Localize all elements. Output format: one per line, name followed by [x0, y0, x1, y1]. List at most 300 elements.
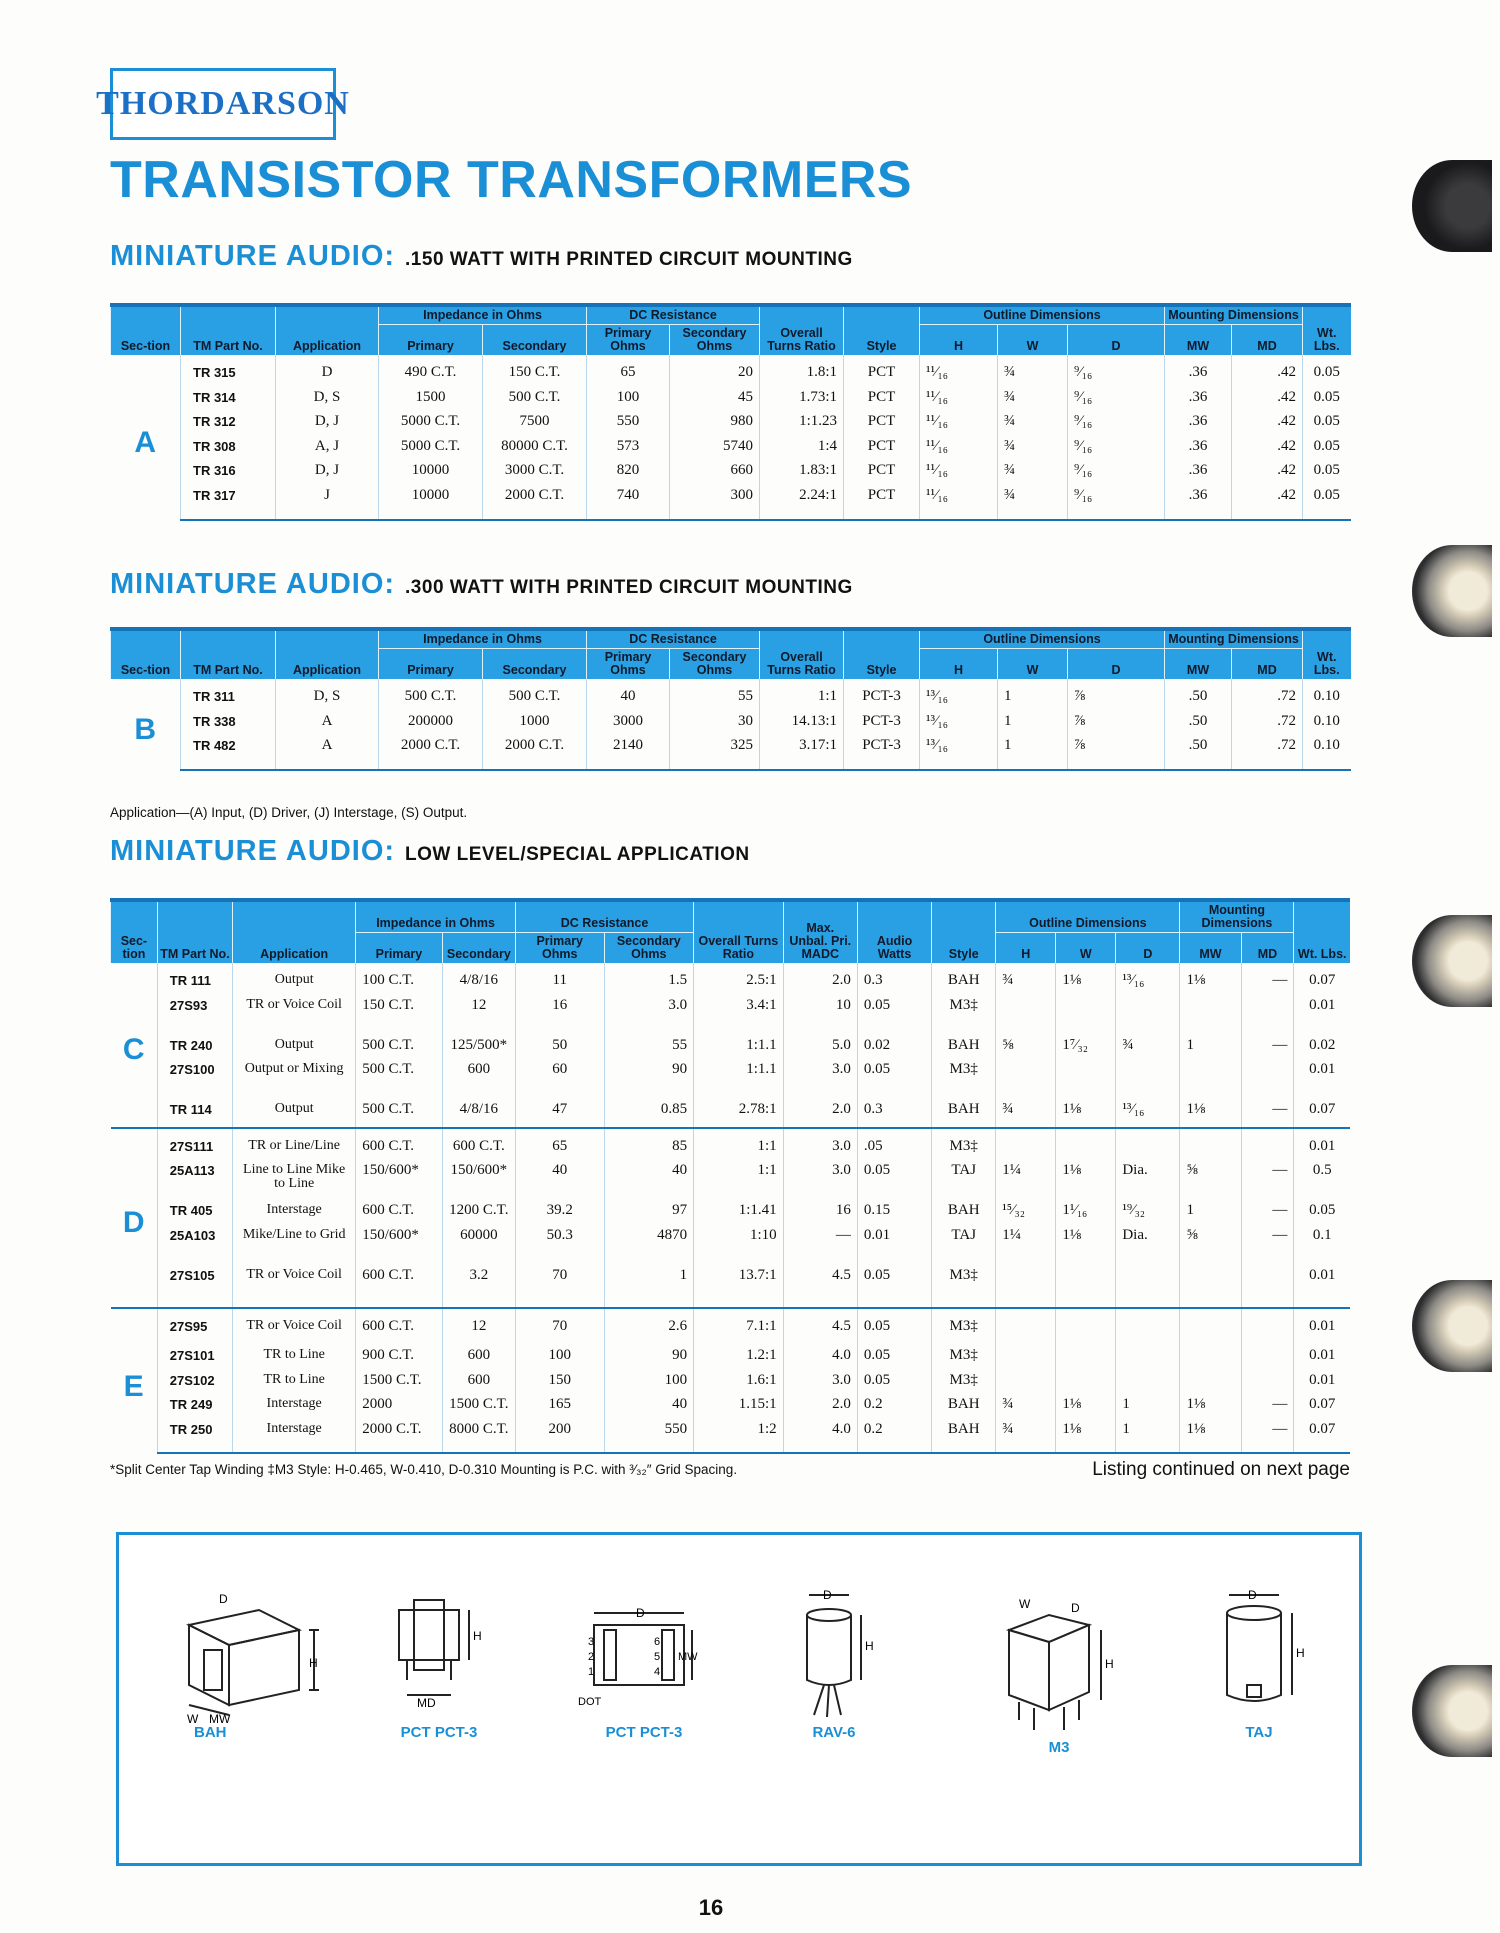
table-row: [111, 1062, 1351, 1102]
hdr-outline: Outline Dimensions: [920, 305, 1165, 325]
dim-d: [1116, 1128, 1180, 1164]
dim-w: 1⅛: [1056, 963, 1116, 998]
hdr-md: MD: [1232, 649, 1303, 680]
style: PCT: [844, 355, 920, 390]
application: A: [276, 738, 379, 770]
turns-ratio: 1.8:1: [760, 355, 844, 390]
hdr-section: Sec-tion: [111, 900, 158, 963]
pct-md-label: MD: [417, 1696, 436, 1710]
dc-secondary: 1: [604, 1268, 694, 1308]
dim-w: 1⅛: [1056, 1228, 1116, 1268]
hdr-dc-secondary: Secondary Ohms: [670, 325, 760, 356]
application: TR or Voice Coil: [233, 998, 356, 1038]
max-unbal-madc: 4.0: [783, 1348, 857, 1373]
bah-drawing: [159, 1575, 329, 1725]
dim-d: ⁹⁄₁₆: [1068, 414, 1165, 439]
hdr-impedance: Impedance in Ohms: [379, 305, 587, 325]
mount-md: .42: [1232, 414, 1303, 439]
table-row: [111, 1308, 1351, 1348]
taj-drawing: [1204, 1585, 1314, 1725]
hdr-mw: MW: [1165, 325, 1232, 356]
pct-top-d-label: D: [636, 1606, 645, 1620]
impedance-secondary: 4/8/16: [442, 963, 515, 998]
taj-d-label: D: [1248, 1588, 1257, 1602]
mount-mw: 1⅛: [1180, 1422, 1241, 1454]
turns-ratio: 3.17:1: [760, 738, 844, 770]
part-number: TR 111: [157, 963, 232, 998]
impedance-secondary: 8000 C.T.: [442, 1422, 515, 1454]
mount-mw: [1180, 1373, 1241, 1398]
mount-md: .42: [1232, 390, 1303, 415]
audio-watts: 0.05: [857, 998, 931, 1038]
style: PCT-3: [844, 738, 920, 770]
rav6-label: RAV-6: [812, 1724, 856, 1741]
dim-d: [1116, 1373, 1180, 1398]
hdr-w: W: [998, 649, 1068, 680]
dc-primary: 100: [587, 390, 670, 415]
weight: 0.05: [1303, 355, 1351, 390]
max-unbal-madc: 10: [783, 998, 857, 1038]
dim-d: Dia.: [1116, 1228, 1180, 1268]
dim-w: ¾: [998, 390, 1068, 415]
hdr-mounting: Mounting Dimensions: [1165, 629, 1303, 649]
max-unbal-madc: 3.0: [783, 1163, 857, 1203]
mount-md: [1241, 1308, 1294, 1348]
table-row: [111, 1348, 1351, 1373]
dim-h: ¾: [996, 1422, 1056, 1454]
footnote: *Split Center Tap Winding ‡M3 Style: H-0.465, W-0.410, D-0.310 Mounting is P.C. with ³⁄₃₂″ Grid Spacing.: [110, 1462, 738, 1477]
table-row: [111, 738, 1351, 770]
style: M3‡: [932, 1268, 996, 1308]
mount-mw: .36: [1165, 463, 1232, 488]
rav6-h-label: H: [865, 1639, 874, 1653]
weight: 0.05: [1303, 439, 1351, 464]
impedance-secondary: 1500 C.T.: [442, 1397, 515, 1422]
max-unbal-madc: 4.5: [783, 1308, 857, 1348]
dim-h: ¹¹⁄₁₆: [920, 414, 998, 439]
dim-d: ⅞: [1068, 679, 1165, 714]
dim-w: 1⅛: [1056, 1397, 1116, 1422]
rav6-drawing: [779, 1585, 889, 1725]
hdr-imp-secondary: Secondary: [442, 933, 515, 964]
application: TR or Voice Coil: [233, 1308, 356, 1348]
mount-mw: .36: [1165, 439, 1232, 464]
max-unbal-madc: 3.0: [783, 1128, 857, 1164]
style: PCT: [844, 390, 920, 415]
mount-md: —: [1241, 1163, 1294, 1203]
diagram-rav6: [779, 1585, 889, 1741]
dc-primary: 11: [515, 963, 604, 998]
weight: 0.01: [1294, 1062, 1350, 1102]
mount-md: .72: [1232, 738, 1303, 770]
weight: 0.01: [1294, 1308, 1350, 1348]
max-unbal-madc: 4.0: [783, 1422, 857, 1454]
dim-d: Dia.: [1116, 1163, 1180, 1203]
continued-note: Listing continued on next page: [1092, 1459, 1350, 1480]
style: PCT: [844, 439, 920, 464]
mount-md: .42: [1232, 355, 1303, 390]
turns-ratio: 13.7:1: [694, 1268, 784, 1308]
pin-1: 1: [588, 1666, 595, 1678]
impedance-primary: 600 C.T.: [356, 1308, 442, 1348]
dc-primary: 47: [515, 1102, 604, 1128]
dim-d: ¹⁹⁄₃₂: [1116, 1203, 1180, 1228]
dim-d: ⅞: [1068, 714, 1165, 739]
diagram-pct: [379, 1595, 499, 1741]
max-unbal-madc: 5.0: [783, 1038, 857, 1063]
mount-mw: [1180, 1268, 1241, 1308]
part-number: 27S95: [157, 1308, 232, 1348]
audio-watts: 0.05: [857, 1268, 931, 1308]
pin-3: 3: [588, 1636, 595, 1648]
dc-secondary: 4870: [604, 1228, 694, 1268]
hdr-part-no: TM Part No.: [157, 900, 232, 963]
dim-w: 1⅛: [1056, 1163, 1116, 1203]
dc-secondary: 660: [670, 463, 760, 488]
dc-primary: 820: [587, 463, 670, 488]
part-number: 27S93: [157, 998, 232, 1038]
style: BAH: [932, 963, 996, 998]
part-number: TR 114: [157, 1102, 232, 1128]
weight: 0.01: [1294, 998, 1350, 1038]
dim-w: ¾: [998, 439, 1068, 464]
part-number: TR 482: [181, 738, 276, 770]
weight: 0.10: [1303, 738, 1351, 770]
part-number: TR 316: [181, 463, 276, 488]
application-legend: Application—(A) Input, (D) Driver, (J) Interstage, (S) Output.: [110, 805, 468, 820]
table-row: [111, 488, 1351, 520]
hdr-d: D: [1116, 933, 1180, 964]
impedance-secondary: 600: [442, 1373, 515, 1398]
dim-d: [1116, 1348, 1180, 1373]
hdr-impedance: Impedance in Ohms: [379, 629, 587, 649]
dim-w: ¾: [998, 355, 1068, 390]
table-row: [111, 1422, 1351, 1454]
impedance-secondary: 500 C.T.: [483, 679, 587, 714]
rav6-d-label: D: [823, 1588, 832, 1602]
m3-w-label: W: [1019, 1597, 1031, 1611]
dim-h: ¹³⁄₁₆: [920, 679, 998, 714]
hdr-outline: Outline Dimensions: [996, 900, 1180, 933]
impedance-secondary: 1000: [483, 714, 587, 739]
pct-top-drawing: [574, 1605, 714, 1725]
dc-primary: 50.3: [515, 1228, 604, 1268]
max-unbal-madc: 3.0: [783, 1373, 857, 1398]
mount-md: .42: [1232, 439, 1303, 464]
dim-w: ¾: [998, 463, 1068, 488]
section-label: A: [134, 425, 157, 459]
part-number: 27S111: [157, 1128, 232, 1164]
part-number: 25A113: [157, 1163, 232, 1203]
dc-primary: 40: [587, 679, 670, 714]
dim-w: [1056, 1128, 1116, 1164]
mount-mw: [1180, 1308, 1241, 1348]
max-unbal-madc: 2.0: [783, 1102, 857, 1128]
weight: 0.1: [1294, 1228, 1350, 1268]
dc-secondary: 300: [670, 488, 760, 520]
dim-d: ⁹⁄₁₆: [1068, 390, 1165, 415]
turns-ratio: 2.78:1: [694, 1102, 784, 1128]
impedance-primary: 600 C.T.: [356, 1268, 442, 1308]
impedance-secondary: 3.2: [442, 1268, 515, 1308]
weight: 0.01: [1294, 1348, 1350, 1373]
style: PCT: [844, 463, 920, 488]
dc-secondary: 1.5: [604, 963, 694, 998]
hdr-weight: Wt. Lbs.: [1303, 305, 1351, 355]
table-row: [111, 439, 1351, 464]
binder-hole: [1412, 545, 1492, 637]
pct-top-dot-label: DOT: [578, 1696, 602, 1708]
table-row: [111, 1268, 1351, 1308]
mount-md: —: [1241, 1102, 1294, 1128]
dc-secondary: 97: [604, 1203, 694, 1228]
dc-primary: 39.2: [515, 1203, 604, 1228]
thordarson-logo: [96, 68, 350, 140]
part-number: TR 338: [181, 714, 276, 739]
application: Interstage: [233, 1422, 356, 1454]
dim-w: [1056, 1373, 1116, 1398]
dim-w: 1⁷⁄₃₂: [1056, 1038, 1116, 1063]
max-unbal-madc: 16: [783, 1203, 857, 1228]
style: BAH: [932, 1422, 996, 1454]
mount-md: —: [1241, 1422, 1294, 1454]
part-number: TR 250: [157, 1422, 232, 1454]
dim-w: ¾: [998, 414, 1068, 439]
audio-watts: 0.02: [857, 1038, 931, 1063]
hdr-turns-ratio: Overall Turns Ratio: [760, 305, 844, 355]
part-number: 27S100: [157, 1062, 232, 1102]
style: M3‡: [932, 1348, 996, 1373]
impedance-primary: 500 C.T.: [356, 1102, 442, 1128]
turns-ratio: 1.73:1: [760, 390, 844, 415]
impedance-primary: 500 C.T.: [356, 1062, 442, 1102]
dc-secondary: 0.85: [604, 1102, 694, 1128]
hdr-dc-resistance: DC Resistance: [515, 900, 693, 933]
hdr-application: Application: [233, 900, 356, 963]
impedance-secondary: 150/600*: [442, 1163, 515, 1203]
dc-primary: 3000: [587, 714, 670, 739]
style: PCT: [844, 414, 920, 439]
section3-heading: [110, 835, 750, 868]
impedance-primary: 490 C.T.: [379, 355, 483, 390]
turns-ratio: 7.1:1: [694, 1308, 784, 1348]
hdr-mounting: Mounting Dimensions: [1165, 305, 1303, 325]
section2-title: MINIATURE AUDIO:: [110, 568, 396, 600]
style: BAH: [932, 1038, 996, 1063]
dim-h: [996, 1308, 1056, 1348]
dim-h: ¹³⁄₁₆: [920, 714, 998, 739]
application: Mike/Line to Grid: [233, 1228, 356, 1268]
pct-h-label: H: [473, 1629, 482, 1643]
audio-watts: 0.3: [857, 963, 931, 998]
table-row: [111, 1203, 1351, 1228]
impedance-secondary: 2000 C.T.: [483, 488, 587, 520]
weight: 0.05: [1294, 1203, 1350, 1228]
hdr-h: H: [920, 325, 998, 356]
part-number: TR 311: [181, 679, 276, 714]
style: M3‡: [932, 1308, 996, 1348]
weight: 0.07: [1294, 1422, 1350, 1454]
dc-secondary: 55: [604, 1038, 694, 1063]
dim-h: [996, 1348, 1056, 1373]
hdr-md: MD: [1241, 933, 1294, 964]
hdr-section: Sec-tion: [111, 305, 181, 355]
dc-secondary: 90: [604, 1348, 694, 1373]
bah-h-label: H: [309, 1656, 318, 1670]
turns-ratio: 1:1.1: [694, 1062, 784, 1102]
impedance-primary: 1500 C.T.: [356, 1373, 442, 1398]
max-unbal-madc: 3.0: [783, 1062, 857, 1102]
bah-d-label: D: [219, 1592, 228, 1606]
turns-ratio: 3.4:1: [694, 998, 784, 1038]
turns-ratio: 2.24:1: [760, 488, 844, 520]
mount-mw: 1⅛: [1180, 1102, 1241, 1128]
dc-primary: 16: [515, 998, 604, 1038]
dc-primary: 40: [515, 1163, 604, 1203]
dim-w: 1¹⁄₁₆: [1056, 1203, 1116, 1228]
application: TR to Line: [233, 1373, 356, 1398]
application: D, J: [276, 463, 379, 488]
turns-ratio: 1:1: [760, 679, 844, 714]
impedance-primary: 5000 C.T.: [379, 414, 483, 439]
hdr-dc-secondary: Secondary Ohms: [604, 933, 694, 964]
application: Output or Mixing: [233, 1062, 356, 1102]
section1-subtitle: .150 WATT WITH PRINTED CIRCUIT MOUNTING: [405, 249, 853, 270]
impedance-primary: 10000: [379, 488, 483, 520]
impedance-primary: 150/600*: [356, 1163, 442, 1203]
audio-watts: 0.05: [857, 1163, 931, 1203]
impedance-primary: 150/600*: [356, 1228, 442, 1268]
hdr-dc-secondary: Secondary Ohms: [670, 649, 760, 680]
diagram-bah: [159, 1575, 329, 1741]
weight: 0.07: [1294, 963, 1350, 998]
impedance-secondary: 12: [442, 1308, 515, 1348]
pct-top-label: PCT PCT-3: [605, 1724, 683, 1741]
part-number: 27S101: [157, 1348, 232, 1373]
dim-w: [1056, 1062, 1116, 1102]
audio-watts: 0.2: [857, 1422, 931, 1454]
hdr-imp-secondary: Secondary: [483, 325, 587, 356]
page-title: TRANSISTOR TRANSFORMERS: [110, 151, 913, 209]
hdr-h: H: [996, 933, 1056, 964]
pin-5: 5: [654, 1651, 661, 1663]
dim-h: [996, 1062, 1056, 1102]
section1-heading: [110, 240, 853, 273]
max-unbal-madc: —: [783, 1228, 857, 1268]
style: M3‡: [932, 1128, 996, 1164]
dim-h: [996, 998, 1056, 1038]
table-row: [111, 1102, 1351, 1128]
dim-h: 1¼: [996, 1163, 1056, 1203]
dim-d: [1116, 1062, 1180, 1102]
mount-md: —: [1241, 963, 1294, 998]
impedance-primary: 2000 C.T.: [356, 1422, 442, 1454]
style: BAH: [932, 1397, 996, 1422]
dim-w: [1056, 1268, 1116, 1308]
impedance-secondary: 600: [442, 1348, 515, 1373]
dim-d: ⁹⁄₁₆: [1068, 355, 1165, 390]
impedance-secondary: 12: [442, 998, 515, 1038]
hdr-weight: Wt. Lbs.: [1303, 629, 1351, 679]
dim-h: 1¼: [996, 1228, 1056, 1268]
audio-watts: 0.2: [857, 1397, 931, 1422]
impedance-primary: 600 C.T.: [356, 1203, 442, 1228]
weight: 0.10: [1303, 714, 1351, 739]
taj-h-label: H: [1296, 1646, 1305, 1660]
dim-w: [1056, 1308, 1116, 1348]
hdr-imp-primary: Primary: [379, 649, 483, 680]
hdr-outline: Outline Dimensions: [920, 629, 1165, 649]
hdr-style: Style: [844, 305, 920, 355]
dim-h: ¹³⁄₁₆: [920, 738, 998, 770]
table-row: [111, 1397, 1351, 1422]
dim-h: ¾: [996, 963, 1056, 998]
dim-h: [996, 1373, 1056, 1398]
section2-heading: [110, 568, 853, 601]
dim-d: ¹³⁄₁₆: [1116, 963, 1180, 998]
dc-secondary: 980: [670, 414, 760, 439]
hdr-dc-primary: Primary Ohms: [515, 933, 604, 964]
part-number: TR 308: [181, 439, 276, 464]
hdr-turns-ratio: Overall Turns Ratio: [694, 900, 784, 963]
hdr-style: Style: [844, 629, 920, 679]
dim-w: 1: [998, 738, 1068, 770]
max-unbal-madc: 2.0: [783, 963, 857, 998]
part-number: TR 405: [157, 1203, 232, 1228]
table-row: [111, 1373, 1351, 1398]
impedance-secondary: 60000: [442, 1228, 515, 1268]
turns-ratio: 14.13:1: [760, 714, 844, 739]
diagram-m3: [989, 1590, 1129, 1756]
style: PCT: [844, 488, 920, 520]
dc-secondary: 3.0: [604, 998, 694, 1038]
diagram-pct-top: [574, 1605, 714, 1741]
mount-md: —: [1241, 1397, 1294, 1422]
application: J: [276, 488, 379, 520]
dc-primary: 70: [515, 1268, 604, 1308]
hdr-md: MD: [1232, 325, 1303, 356]
weight: 0.07: [1294, 1102, 1350, 1128]
hdr-weight: Wt. Lbs.: [1294, 900, 1350, 963]
dim-d: ⁹⁄₁₆: [1068, 488, 1165, 520]
diagram-taj: [1204, 1585, 1314, 1741]
hdr-application: Application: [276, 305, 379, 355]
impedance-primary: 2000 C.T.: [379, 738, 483, 770]
dim-d: ⅞: [1068, 738, 1165, 770]
dc-primary: 50: [515, 1038, 604, 1063]
dim-d: ¾: [1116, 1038, 1180, 1063]
dc-primary: 70: [515, 1308, 604, 1348]
audio-watts: 0.3: [857, 1102, 931, 1128]
hdr-d: D: [1068, 325, 1165, 356]
page-number: 16: [698, 1895, 724, 1920]
dim-d: [1116, 1308, 1180, 1348]
turns-ratio: 1.83:1: [760, 463, 844, 488]
dim-d: [1116, 1268, 1180, 1308]
hdr-imp-secondary: Secondary: [483, 649, 587, 680]
hdr-impedance: Impedance in Ohms: [356, 900, 516, 933]
application: D, S: [276, 390, 379, 415]
dim-w: [1056, 998, 1116, 1038]
weight: 0.01: [1294, 1268, 1350, 1308]
table-row: [111, 1228, 1351, 1268]
hdr-application: Application: [276, 629, 379, 679]
hdr-w: W: [1056, 933, 1116, 964]
weight: 0.05: [1303, 463, 1351, 488]
table-row: [111, 963, 1351, 998]
mount-md: .42: [1232, 488, 1303, 520]
dc-secondary: 30: [670, 714, 760, 739]
